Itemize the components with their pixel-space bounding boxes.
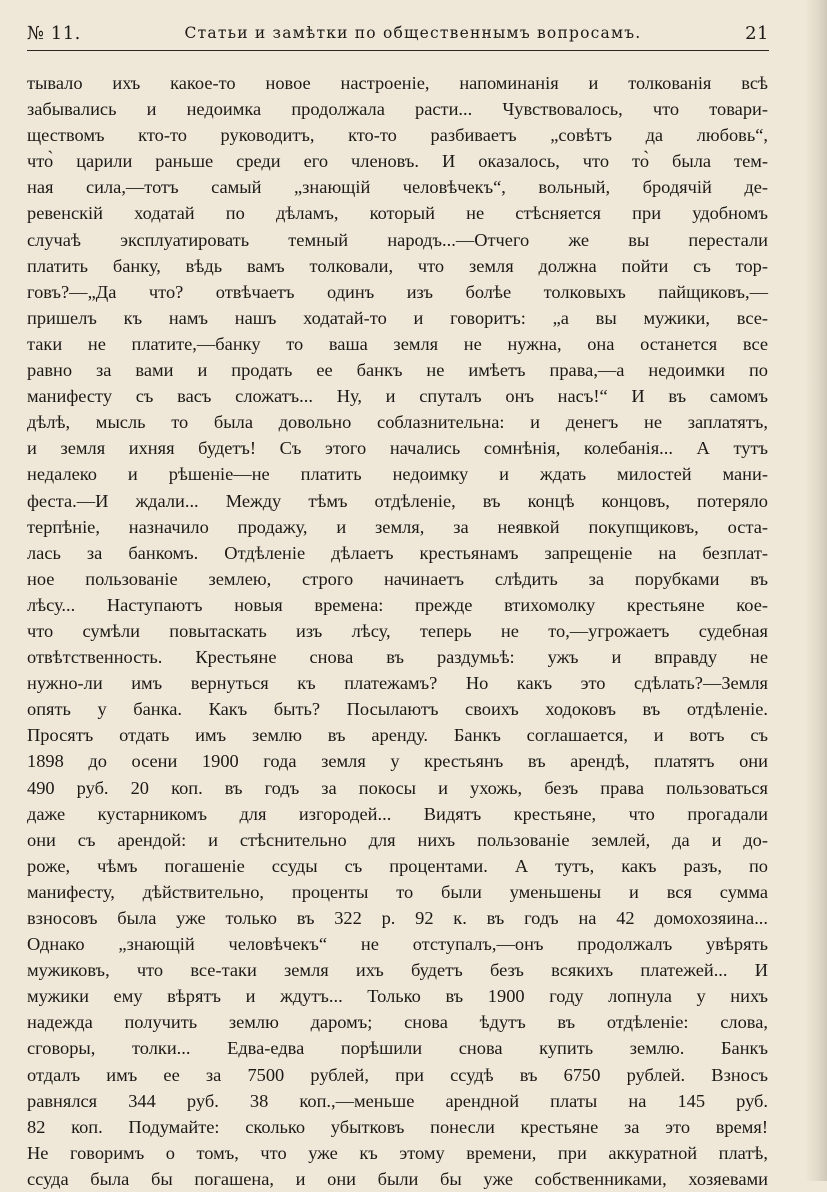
issue-number: № 11. bbox=[27, 22, 81, 44]
text-line: они съ арендой: и стѣснительно для нихъ пользованіе землей, да и до- bbox=[27, 829, 768, 850]
text-line: ная сила,—тотъ самый „знающій человѣчекъ“, вольный, бродячій де- bbox=[27, 177, 768, 198]
text-line: лась за банкомъ. Отдѣленіе дѣлаетъ крестьянамъ запрещеніе на безплат- bbox=[27, 542, 768, 563]
section-title: Статьи и замѣтки по общественнымъ вопросамъ. bbox=[184, 24, 642, 42]
text-line: равно за вами и продать ее банкъ не имѣетъ права,—а недоимки по bbox=[27, 360, 768, 381]
text-line: Просятъ отдать имъ землю въ аренду. Банкъ соглашается, и вотъ съ bbox=[27, 725, 768, 746]
text-line: опять у банка. Какъ быть? Посылаютъ своихъ ходоковъ въ отдѣленіе. bbox=[27, 699, 768, 720]
text-line: что сумѣли повытаскать изъ лѣсу, теперь не то,—угрожаетъ судебная bbox=[27, 620, 768, 641]
text-line: манифесту, дѣйствительно, проценты то были уменьшены и вся сумма bbox=[27, 881, 768, 902]
text-line: забывались и недоимка продолжала расти... Чувствовалось, что товари- bbox=[27, 99, 768, 120]
text-line: роже, чѣмъ погашеніе ссуды съ процентами. А тутъ, какъ разъ, по bbox=[27, 855, 768, 876]
text-line: ное пользованіе землею, строго начинаетъ слѣдить за порубками въ bbox=[27, 568, 768, 589]
text-line: тывало ихъ какое-то новое настроеніе, напоминанія и толкованія всѣ bbox=[27, 73, 768, 93]
text-line: надежда получить землю даромъ; снова ѣдутъ въ отдѣленіе: слова, bbox=[27, 1012, 768, 1033]
text-line: ществомъ кто-то руководитъ, кто-то разбиваетъ „совѣтъ да любовь“, bbox=[27, 125, 768, 146]
header-rule bbox=[27, 50, 769, 51]
text-line: даже кустарникомъ для изгородей... Видятъ крестьяне, что прогадали bbox=[27, 803, 768, 824]
text-line: феста.—И ждали... Между тѣмъ отдѣленіе, въ концѣ концовъ, потеряло bbox=[27, 490, 768, 511]
text-line: равнялся 344 руб. 38 коп.,—меньше арендной платы на 145 руб. bbox=[27, 1090, 768, 1111]
text-line: сговоры, толки... Едва-едва порѣшили снова купить землю. Банкъ bbox=[27, 1038, 768, 1059]
text-line: недалеко и рѣшеніе—не платить недоимку и ждать милостей мани- bbox=[27, 464, 768, 485]
text-line: 490 руб. 20 коп. въ годъ за покосы и ухожь, безъ права пользоваться bbox=[27, 777, 768, 798]
text-line: 82 коп. Подумайте: сколько убытковъ понесли крестьяне за это время! bbox=[27, 1116, 768, 1137]
text-line: мужиковъ, что все-таки земля ихъ будетъ безъ всякихъ платежей... И bbox=[27, 960, 768, 981]
text-line: и земля ихняя будетъ! Съ этого начались сомнѣнія, колебанія... А тутъ bbox=[27, 438, 768, 459]
text-line: пришелъ къ намъ нашъ ходатай-то и говоритъ: „а вы мужики, все- bbox=[27, 307, 768, 328]
text-line: Не говоримъ о томъ, что уже къ этому времени, при аккуратной платѣ, bbox=[27, 1142, 768, 1163]
text-line: нужно-ли имъ вернуться къ платежамъ? Но какъ это сдѣлать?—Земля bbox=[27, 673, 768, 694]
text-line: дѣлѣ, мысль то была довольно соблазнительна: и денегъ не заплатятъ, bbox=[27, 412, 768, 433]
text-line: говъ?—„Да что? отвѣчаетъ одинъ изъ болѣе толковыхъ пайщиковъ,— bbox=[27, 281, 768, 302]
text-line: манифесту съ васъ сложатъ... Ну, и спуталъ онъ насъ!“ И въ самомъ bbox=[27, 386, 768, 407]
text-line: отвѣтственность. Крестьяне снова въ раздумьѣ: ужъ и вправду не bbox=[27, 647, 768, 668]
text-line: мужики ему вѣрятъ и ждутъ... Только въ 1900 году лопнула у нихъ bbox=[27, 986, 768, 1007]
text-line: таки не платите,—банку то ваша земля не нужна, она останется все bbox=[27, 333, 768, 354]
text-line: платить банку, вѣдь вамъ толковали, что земля должна пойти съ тор- bbox=[27, 255, 768, 276]
text-line: случаѣ эксплуатировать темный народъ...—Отчего же вы перестали bbox=[27, 229, 768, 250]
text-line: терпѣніе, назначило продажу, и земля, за неявкой покупщиковъ, оста- bbox=[27, 516, 768, 537]
text-line: 1898 до осени 1900 года земля у крестьянъ въ арендѣ, платятъ они bbox=[27, 751, 768, 772]
text-line: взносовъ была уже только въ 322 р. 92 к. въ годъ на 42 домохозяина... bbox=[27, 908, 768, 928]
text-line: Однако „знающій человѣчекъ“ не отступалъ,—онъ продолжалъ увѣрять bbox=[27, 934, 768, 955]
text-line: ревенскій ходатай по дѣламъ, который не стѣсняется при удобномъ bbox=[27, 203, 768, 224]
text-line: ссуда была бы погашена, и они были бы уже собственниками, хозяевами bbox=[27, 1168, 768, 1189]
text-line: что̀ царили раньше среди его членовъ. И оказалось, что то̀ была тем- bbox=[27, 151, 768, 172]
page-edge-shadow bbox=[805, 0, 827, 1181]
page-number: 21 bbox=[745, 22, 769, 44]
text-line: отдалъ имъ ее за 7500 рублей, при ссудѣ въ 6750 рублей. Взносъ bbox=[27, 1064, 768, 1085]
running-header bbox=[27, 18, 769, 48]
article-body bbox=[27, 70, 768, 1192]
text-line: лѣсу... Наступаютъ новыя времена: прежде втихомолку крестьяне кое- bbox=[27, 594, 768, 615]
